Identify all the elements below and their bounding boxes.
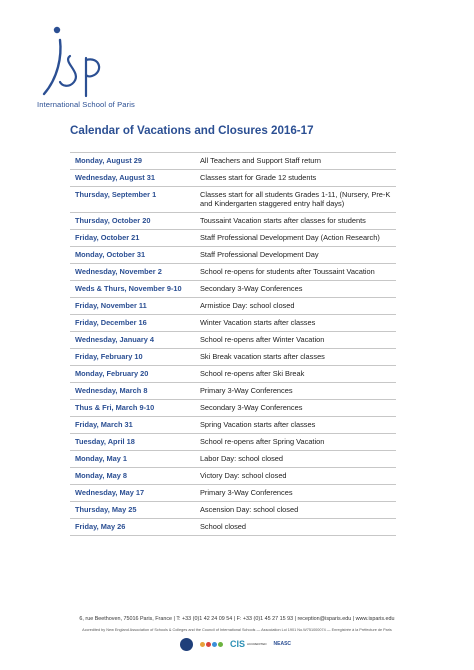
row-date: Wednesday, August 31 bbox=[75, 173, 155, 182]
table-row bbox=[70, 281, 396, 298]
footer-contact: 6, rue Beethoven, 75016 Paris, France | T: +33 (0)1 42 24 09 54 | F: +33 (0)1 45 27 15 93 | reception@isparis.edu | www.isparis.edu bbox=[79, 616, 395, 622]
row-event: Classes start for Grade 12 students bbox=[200, 173, 317, 182]
row-date: Thus & Fri, March 9-10 bbox=[75, 403, 155, 412]
row-date: Friday, November 11 bbox=[75, 301, 147, 310]
table-row bbox=[70, 170, 396, 187]
row-date: Wednesday, January 4 bbox=[75, 335, 155, 344]
row-date: Monday, October 31 bbox=[75, 250, 146, 259]
table-row bbox=[70, 468, 396, 485]
row-event: School re-opens after Spring Vacation bbox=[200, 437, 325, 446]
cis-logo-text: CIS bbox=[230, 639, 246, 649]
cis-accredited-text: ACCREDITED bbox=[247, 642, 267, 646]
table-row bbox=[70, 383, 396, 400]
row-event: Spring Vacation starts after classes bbox=[200, 420, 316, 429]
row-event: Secondary 3-Way Conferences bbox=[200, 403, 303, 412]
neasc-logo-icon bbox=[274, 638, 292, 651]
row-date: Wednesday, May 17 bbox=[75, 488, 145, 497]
table-row bbox=[70, 264, 396, 281]
table-row bbox=[70, 187, 396, 213]
school-name: International School of Paris bbox=[37, 100, 135, 109]
footer-accreditation: Accredited by New England Association of Schools & Colleges and the Council of International Schools — Association Loi 1901 No.W751000074 — Enregistrée à la Préfecture de Paris bbox=[82, 628, 392, 632]
row-event: School re-opens after Winter Vacation bbox=[200, 335, 325, 344]
page-title: Calendar of Vacations and Closures 2016-17 bbox=[70, 124, 314, 137]
row-event: Victory Day: school closed bbox=[200, 471, 287, 480]
row-date: Wednesday, November 2 bbox=[75, 267, 162, 276]
table-row bbox=[70, 349, 396, 366]
row-event: Labor Day: school closed bbox=[200, 454, 283, 463]
row-date: Monday, May 1 bbox=[75, 454, 128, 463]
table-row bbox=[70, 400, 396, 417]
ib-logo-icon bbox=[180, 638, 193, 651]
row-date: Monday, February 20 bbox=[75, 369, 149, 378]
table-row bbox=[70, 519, 396, 536]
row-date: Tuesday, April 18 bbox=[75, 437, 135, 446]
row-event: School re-opens for students after Toussaint Vacation bbox=[200, 267, 375, 276]
row-event: School re-opens after Ski Break bbox=[200, 369, 305, 378]
row-date: Friday, December 16 bbox=[75, 318, 147, 327]
row-date: Friday, March 31 bbox=[75, 420, 133, 429]
row-event: Ascension Day: school closed bbox=[200, 505, 299, 514]
cis-logo-icon bbox=[230, 638, 267, 651]
row-date: Friday, February 10 bbox=[75, 352, 143, 361]
table-row bbox=[70, 230, 396, 247]
table-row bbox=[70, 502, 396, 519]
table-row bbox=[70, 315, 396, 332]
row-event: Classes start for all students Grades 1-11, (Nursery, Pre-K and Kindergarten staggered entry half days) bbox=[200, 190, 391, 208]
table-row bbox=[70, 332, 396, 349]
neasc-logo-text: NEASC bbox=[273, 640, 292, 647]
row-event: Secondary 3-Way Conferences bbox=[200, 284, 303, 293]
row-date: Weds & Thurs, November 9-10 bbox=[75, 284, 182, 293]
row-event: Primary 3-Way Conferences bbox=[200, 488, 293, 497]
table-row bbox=[70, 247, 396, 264]
table-row bbox=[70, 213, 396, 230]
accreditation-logos bbox=[180, 636, 340, 652]
row-date: Thursday, September 1 bbox=[75, 190, 157, 199]
row-date: Friday, May 26 bbox=[75, 522, 126, 531]
table-row bbox=[70, 434, 396, 451]
row-event: Primary 3-Way Conferences bbox=[200, 386, 293, 395]
row-date: Wednesday, March 8 bbox=[75, 386, 148, 395]
row-date: Monday, August 29 bbox=[75, 156, 142, 165]
row-event: Ski Break vacation starts after classes bbox=[200, 352, 325, 361]
table-row bbox=[70, 366, 396, 383]
table-row bbox=[70, 152, 396, 170]
dots-logo-icon bbox=[200, 638, 223, 651]
row-event: School closed bbox=[200, 522, 247, 531]
row-date: Thursday, May 25 bbox=[75, 505, 137, 514]
row-date: Monday, May 8 bbox=[75, 471, 128, 480]
row-event: Armistice Day: school closed bbox=[200, 301, 295, 310]
table-row bbox=[70, 417, 396, 434]
row-event: All Teachers and Support Staff return bbox=[200, 156, 321, 165]
table-row bbox=[70, 485, 396, 502]
row-date: Thursday, October 20 bbox=[75, 216, 151, 225]
table-row bbox=[70, 451, 396, 468]
row-event: Staff Professional Development Day (Action Research) bbox=[200, 233, 380, 242]
isp-logo-icon bbox=[36, 22, 106, 100]
calendar-table bbox=[70, 152, 396, 536]
row-event: Winter Vacation starts after classes bbox=[200, 318, 316, 327]
table-row bbox=[70, 298, 396, 315]
row-date: Friday, October 21 bbox=[75, 233, 140, 242]
row-event: Staff Professional Development Day bbox=[200, 250, 319, 259]
row-event: Toussaint Vacation starts after classes for students bbox=[200, 216, 366, 225]
